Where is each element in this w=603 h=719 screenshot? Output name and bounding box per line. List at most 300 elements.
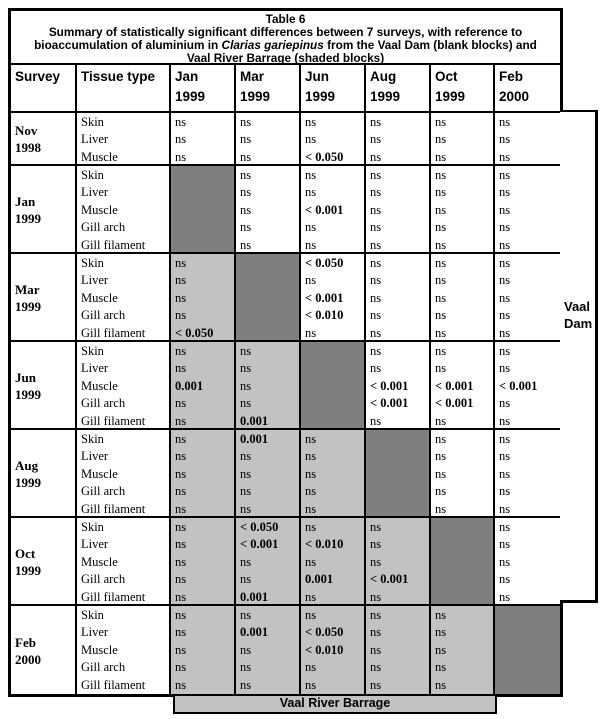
p-value: ns [305,325,317,340]
header-year: 1999 [370,89,401,104]
survey-year: 1999 [15,210,41,226]
p-value: ns [305,466,317,481]
tissue-name: Skin [81,344,104,358]
p-value: ns [305,660,317,675]
table-caption: Table 6 [265,12,306,26]
header-cell-jun-1999 [301,65,366,111]
header-cell-jan-1999 [171,65,236,111]
header-year: 2000 [499,89,530,104]
p-value: 0.001 [175,378,204,393]
p-value: ns [305,432,317,446]
p-value: ns [370,132,382,147]
p-value: ns [499,115,511,129]
value-cell [236,166,301,252]
title-line-2-post: from the Vaal Dam (blank blocks) and [323,38,537,52]
p-value: ns [305,608,317,622]
survey-year: 1999 [15,562,41,578]
p-value: ns [435,344,447,358]
p-value: ns [435,642,447,657]
p-value: ns [370,115,382,129]
value-cell [366,606,431,694]
p-value: ns [499,273,511,288]
p-value: ns [240,361,252,376]
value-cell [431,254,495,340]
p-value: ns [435,220,447,235]
p-value: ns [370,220,382,235]
value-cell [495,342,560,428]
p-value: ns [435,168,447,182]
p-value: ns [175,308,187,323]
p-value: ns [499,290,511,305]
survey-month: Nov [15,123,38,138]
p-value: < 0.010 [305,642,344,657]
header-cell-mar-1999 [236,65,301,111]
p-value: < 0.001 [370,378,409,393]
diagonal-cell [495,606,560,694]
tissue-name: Gill filament [81,325,146,340]
p-value: ns [240,378,252,393]
survey-label [11,254,77,340]
p-value: ns [240,642,252,657]
p-value: ns [435,237,447,252]
p-value: ns [435,202,447,217]
header-year: 1999 [175,89,206,104]
p-value: ns [370,625,382,640]
survey-block-jun-1999 [11,342,560,430]
p-value: ns [175,537,187,552]
survey-block-oct-1999 [11,518,560,606]
p-value: ns [435,625,447,640]
p-value: ns [370,168,382,182]
p-value: ns [370,237,382,252]
diagonal-cell [171,166,236,252]
tissue-name: Liver [81,625,109,640]
tissue-name: Skin [81,608,104,622]
p-value: ns [305,168,317,182]
value-cell [236,606,301,694]
p-value: ns [499,344,511,358]
species-name: Clarias gariepinus [221,38,324,52]
p-value: ns [240,220,252,235]
p-value: ns [305,237,317,252]
p-value: ns [370,413,382,428]
header-tissue-type: Tissue type [77,65,171,111]
value-cell [301,606,366,694]
p-value: ns [305,520,317,534]
vaal-river-barrage-label: Vaal River Barrage [173,694,497,714]
value-cell [431,430,495,516]
p-value: ns [499,325,511,340]
header-month: Oct [435,69,458,84]
tissue-name: Liver [81,273,109,288]
value-cell [495,166,560,252]
tissue-list [77,254,171,340]
p-value: ns [240,396,252,411]
diagonal-cell [366,430,431,516]
vaal-dam-label-column [560,110,598,603]
p-value: ns [499,537,511,552]
header-year: 1999 [305,89,336,104]
p-value: ns [370,554,382,569]
p-value: 0.001 [305,572,334,587]
p-value: ns [499,149,511,164]
p-value: ns [175,115,187,129]
value-cell [236,113,301,164]
tissue-name: Muscle [81,290,118,305]
p-value: < 0.050 [305,149,344,164]
tissue-name: Liver [81,449,109,464]
p-value: ns [499,589,511,604]
survey-block-mar-1999 [11,254,560,342]
tissue-list [77,113,171,164]
survey-year: 1998 [15,140,41,155]
vaal-dam-label-line-1: Vaal [564,299,591,314]
p-value: ns [370,608,382,622]
p-value: < 0.001 [499,378,538,393]
value-cell [366,113,431,164]
survey-label [11,606,77,694]
p-value: ns [175,149,187,164]
tissue-list [77,518,171,604]
p-value: ns [175,449,187,464]
p-value: ns [240,572,252,587]
p-value: ns [370,273,382,288]
p-value: < 0.001 [435,396,474,411]
p-value: ns [435,185,447,200]
p-value: ns [370,589,382,604]
p-value: ns [305,484,317,499]
p-value: ns [175,361,187,376]
p-value: ns [435,660,447,675]
diagonal-cell [236,254,301,340]
survey-block-jan-1999 [11,166,560,254]
p-value: < 0.001 [435,378,474,393]
value-cell [301,113,366,164]
p-value: ns [435,308,447,323]
p-value: < 0.050 [305,625,344,640]
p-value: ns [370,520,382,534]
p-value: 0.001 [240,432,269,446]
p-value: ns [175,608,187,622]
survey-year: 1999 [15,298,41,314]
p-value: ns [499,220,511,235]
value-cell [431,113,495,164]
p-value: ns [175,589,187,604]
p-value: ns [499,168,511,182]
p-value: ns [499,520,511,534]
p-value: ns [175,642,187,657]
survey-year: 1999 [15,474,41,490]
p-value: ns [370,325,382,340]
title-line-1: Summary of statistically significant differences between 7 surveys, with reference to [48,25,523,39]
header-month: Aug [370,69,397,84]
survey-year: 2000 [15,651,41,667]
header-row [11,65,560,113]
survey-month: Feb [15,634,36,650]
p-value: ns [305,554,317,569]
survey-label [11,430,77,516]
p-value: ns [175,677,187,692]
p-value: ns [499,237,511,252]
p-value: ns [435,115,447,129]
p-value: 0.001 [240,589,269,604]
p-value: < 0.001 [305,290,344,305]
survey-block-feb-2000 [11,606,560,694]
value-cell [301,166,366,252]
p-value: ns [305,449,317,464]
survey-month: Jun [15,369,36,385]
p-value: ns [435,361,447,376]
value-cell [495,113,560,164]
p-value: ns [175,290,187,305]
p-value: ns [499,202,511,217]
tissue-name: Skin [81,115,104,129]
value-cell [431,166,495,252]
tissue-name: Skin [81,168,104,182]
p-value: ns [175,344,187,358]
survey-month: Oct [15,545,36,561]
header-month: Feb [499,69,524,84]
p-value: ns [499,413,511,428]
p-value: ns [175,256,187,270]
tissue-name: Muscle [81,378,118,393]
p-value: ns [370,256,382,270]
p-value: ns [240,677,252,692]
tissue-name: Skin [81,432,104,446]
value-cell [171,518,236,604]
p-value: ns [305,185,317,200]
p-value: ns [240,344,252,358]
vaal-dam-label-line-2: Dam [564,316,593,331]
p-value: ns [240,202,252,217]
value-cell [171,342,236,428]
p-value: < 0.050 [175,325,214,340]
p-value: ns [240,484,252,499]
p-value: ns [175,132,187,147]
value-cell [366,254,431,340]
p-value: ns [499,185,511,200]
value-cell [366,166,431,252]
p-value: ns [370,660,382,675]
title-line-2-pre: bioaccumulation of aluminium in [34,38,222,52]
header-cell-aug-1999 [366,65,431,111]
tissue-name: Gill filament [81,677,146,692]
p-value: < 0.001 [370,572,409,587]
p-value: ns [435,501,447,516]
p-value: ns [499,501,511,516]
p-value: ns [240,237,252,252]
tissue-name: Liver [81,537,109,552]
value-cell [171,113,236,164]
p-value: ns [305,132,317,147]
value-cell [301,430,366,516]
p-value: ns [305,115,317,129]
p-value: ns [240,149,252,164]
p-value: ns [305,589,317,604]
tissue-name: Gill arch [81,308,126,323]
p-value: ns [435,149,447,164]
p-value: ns [305,677,317,692]
p-value: ns [499,484,511,499]
p-value: ns [370,290,382,305]
tissue-name: Muscle [81,642,118,657]
header-cell-feb-2000 [495,65,560,111]
header-year: 1999 [435,89,466,104]
tissue-name: Gill arch [81,220,126,235]
tissue-name: Skin [81,256,104,270]
p-value: < 0.001 [240,537,279,552]
table-title [11,11,560,65]
p-value: ns [499,308,511,323]
p-value: ns [435,132,447,147]
p-value: ns [175,413,187,428]
p-value: < 0.001 [370,396,409,411]
value-cell [236,518,301,604]
value-cell [495,430,560,516]
header-cell-oct-1999 [431,65,495,111]
tissue-name: Gill filament [81,413,146,428]
tissue-list [77,430,171,516]
tissue-name: Skin [81,520,104,534]
p-value: ns [175,396,187,411]
p-value: ns [499,256,511,270]
p-value: ns [175,660,187,675]
tissue-list [77,342,171,428]
p-value: ns [435,290,447,305]
p-value: ns [305,220,317,235]
p-value: ns [435,256,447,270]
survey-month: Mar [15,281,40,297]
p-value: 0.001 [240,625,269,640]
p-value: ns [240,501,252,516]
p-value: ns [240,185,252,200]
tissue-name: Liver [81,185,109,200]
p-value: ns [240,449,252,464]
survey-label [11,166,77,252]
tissue-name: Gill arch [81,572,126,587]
p-value: ns [175,466,187,481]
p-value: ns [435,449,447,464]
p-value: ns [240,466,252,481]
survey-label [11,342,77,428]
value-cell [301,254,366,340]
p-value: ns [175,484,187,499]
tissue-name: Gill arch [81,396,126,411]
p-value: < 0.001 [305,202,344,217]
p-value: ns [370,361,382,376]
p-value: ns [305,501,317,516]
p-value: ns [240,660,252,675]
p-value: ns [499,449,511,464]
survey-label [11,113,77,164]
p-value: ns [240,168,252,182]
tissue-name: Muscle [81,149,118,164]
p-value: < 0.050 [305,256,344,270]
p-value: ns [175,501,187,516]
p-value: < 0.010 [305,308,344,323]
value-cell [171,430,236,516]
tissue-name: Liver [81,361,109,376]
p-value: ns [499,432,511,446]
value-cell [301,518,366,604]
tissue-name: Muscle [81,202,118,217]
p-value: ns [499,466,511,481]
p-value: ns [370,308,382,323]
header-month: Jun [305,69,330,84]
tissue-name: Gill filament [81,501,146,516]
tissue-name: Gill arch [81,484,126,499]
value-cell [366,518,431,604]
value-cell [171,254,236,340]
title-line-3: Vaal River Barrage (shaded blocks) [186,51,385,65]
survey-year: 1999 [15,386,41,402]
p-value: ns [435,413,447,428]
value-cell [431,606,495,694]
p-value: ns [370,185,382,200]
survey-month: Jan [15,193,36,209]
tissue-list [77,606,171,694]
p-value: ns [435,325,447,340]
table-body [11,113,560,694]
value-cell [366,342,431,428]
p-value: ns [499,572,511,587]
p-value: ns [435,608,447,622]
p-value: ns [370,642,382,657]
tissue-name: Muscle [81,554,118,569]
p-value: ns [175,554,187,569]
vaal-dam-label [560,112,595,332]
p-value: < 0.050 [240,520,279,534]
survey-label [11,518,77,604]
value-cell [495,518,560,604]
header-month: Jan [175,69,199,84]
p-value: ns [499,554,511,569]
p-value: ns [175,273,187,288]
diagonal-cell [431,518,495,604]
value-cell [431,342,495,428]
p-value: ns [370,537,382,552]
value-cell [495,254,560,340]
p-value: ns [435,273,447,288]
p-value: < 0.010 [305,537,344,552]
p-value: 0.001 [240,413,269,428]
value-cell [171,606,236,694]
survey-month: Aug [15,457,39,473]
p-value: ns [370,149,382,164]
tissue-list [77,166,171,252]
p-value: ns [435,677,447,692]
p-value: ns [175,432,187,446]
p-value: ns [499,361,511,376]
p-value: ns [435,484,447,499]
tissue-name: Gill filament [81,237,146,252]
p-value: ns [370,677,382,692]
p-value: ns [499,132,511,147]
value-cell [236,430,301,516]
p-value: ns [240,554,252,569]
p-value: ns [305,273,317,288]
diagonal-cell [301,342,366,428]
p-value: ns [435,466,447,481]
p-value: ns [370,344,382,358]
p-value: ns [435,432,447,446]
summary-table [8,8,563,697]
survey-block-aug-1999 [11,430,560,518]
p-value: ns [175,572,187,587]
p-value: ns [240,608,252,622]
survey-block-nov-1998 [11,113,560,166]
tissue-name: Muscle [81,466,118,481]
